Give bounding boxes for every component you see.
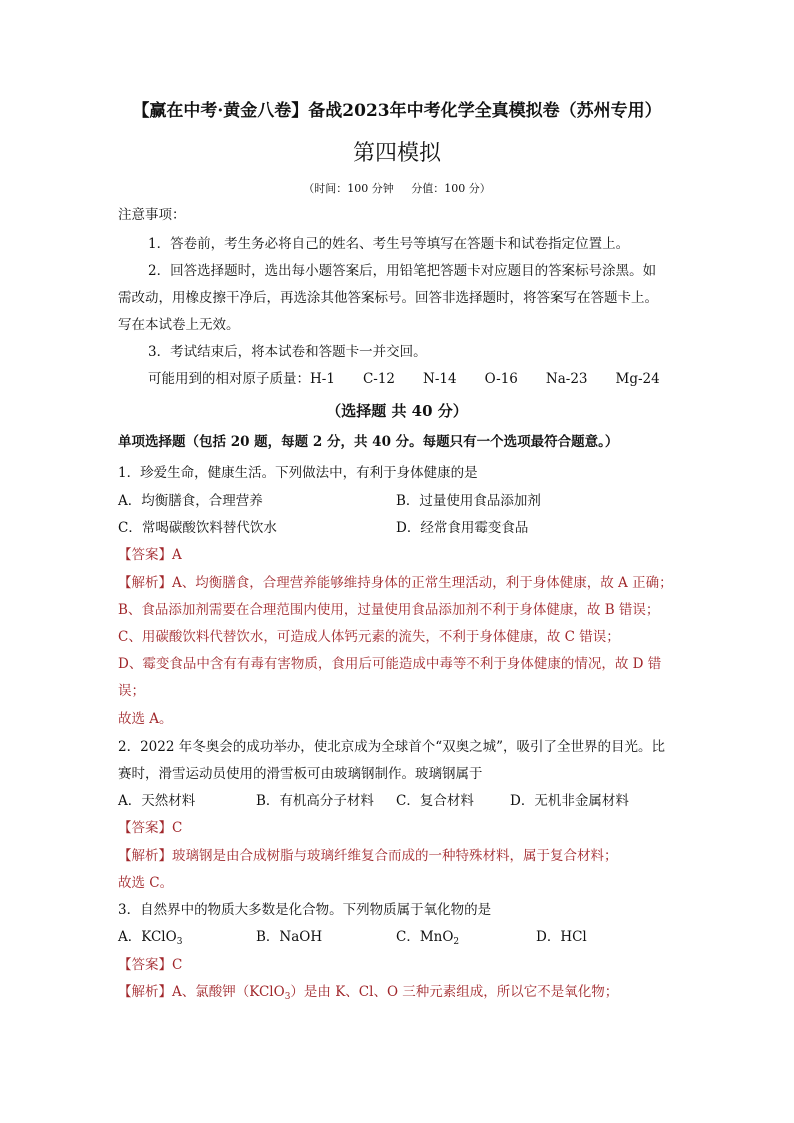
atomic-masses-label: 可能用到的相对原子质量： <box>148 371 310 387</box>
exam-subtitle: 第四模拟 <box>352 141 441 166</box>
q1-analysis-line-1: 【解析】A、均衡膳食，合理营养能够维持身体的正常生理活动，利于身体健康，故 A 正确； <box>118 575 673 591</box>
q3-analysis-text: 【解析】A、氯酸钾（KClO <box>118 984 285 1000</box>
q2-option-a: A．天然材料 <box>118 793 196 809</box>
q3-stem: 3．自然界中的物质大多数是化合物。下列物质属于氧化物的是 <box>118 902 492 918</box>
q2-answer: 【答案】C <box>118 820 183 836</box>
notice-heading: 注意事项： <box>118 207 186 223</box>
q3-option-a <box>118 928 182 951</box>
notice-item-2-line-3: 写在本试卷上无效。 <box>118 317 240 333</box>
section-heading: （选择题 共 40 分） <box>326 402 468 420</box>
notice-item-1: 1．答卷前，考生务必将自己的姓名、考生号等填写在答题卡和试卷指定位置上。 <box>148 236 630 252</box>
notice-item-2-line-2: 需改动，用橡皮擦干净后，再选涂其他答案标号。回答非选择题时，将答案写在答题卡上。 <box>118 290 658 306</box>
q1-option-b: B．过量使用食品添加剂 <box>396 493 541 509</box>
notice-item-2-line-1: 2．回答选择题时，选出每小题答案后，用铅笔把答题卡对应题目的答案标号涂黑。如 <box>148 263 657 279</box>
atomic-mass: O-16 <box>484 371 518 387</box>
q2-conclusion: 故选 C。 <box>118 875 174 891</box>
atomic-mass: N-14 <box>423 371 457 387</box>
q3-option-a-subscript: 3 <box>176 937 183 947</box>
notice-item-3: 3．考试结束后，将本试卷和答题卡一并交回。 <box>148 344 427 360</box>
q2-option-c: C．复合材料 <box>396 793 474 809</box>
q3-option-a-text: A．KClO <box>118 929 177 945</box>
exam-title: 【赢在中考·黄金八卷】备战2023年中考化学全真模拟卷（苏州专用） <box>132 101 662 121</box>
q2-stem-line-2: 赛时，滑雪运动员使用的滑雪板可由玻璃钢制作。玻璃钢属于 <box>118 766 483 782</box>
q3-option-c-subscript: 2 <box>453 937 460 947</box>
q3-analysis-text-end: ）是由 K、Cl、O 三种元素组成，所以它不是氧化物； <box>290 984 619 1000</box>
q1-analysis-line-3: C、用碳酸饮料代替饮水，可造成人体钙元素的流失，不利于身体健康，故 C 错误； <box>118 629 620 645</box>
q3-analysis <box>118 983 618 1006</box>
q1-option-c: C．常喝碳酸饮料替代饮水 <box>118 520 277 536</box>
q3-analysis-subscript: 3 <box>284 992 291 1002</box>
q2-option-b: B．有机高分子材料 <box>256 793 374 809</box>
q3-answer: 【答案】C <box>118 957 183 973</box>
atomic-mass: Mg-24 <box>615 371 660 387</box>
q3-option-b: B．NaOH <box>256 929 323 945</box>
q2-stem-line-1: 2．2022 年冬奥会的成功举办，使北京成为全球首个“双奥之城”，吸引了全世界的目光。比 <box>118 739 666 755</box>
atomic-masses <box>148 370 688 388</box>
q3-option-c-text: C．MnO <box>396 929 454 945</box>
q1-stem: 1．珍爱生命，健康生活。下列做法中，有利于身体健康的是 <box>118 465 478 481</box>
q1-analysis-line-2: B、食品添加剂需要在合理范围内使用，过量使用食品添加剂不利于身体健康，故 B 错误； <box>118 602 660 618</box>
q1-analysis-line-5: 误； <box>118 683 145 699</box>
q2-option-d: D．无机非金属材料 <box>510 793 629 809</box>
q1-option-d: D．经常食用霉变食品 <box>396 520 529 536</box>
time-info: （时间：100 分钟 分值：100 分） <box>303 182 491 195</box>
q3-option-d: D．HCl <box>536 929 587 945</box>
section-instruction: 单项选择题（包括 20 题，每题 2 分，共 40 分。每题只有一个选项最符合题意。） <box>118 434 619 450</box>
atomic-mass: Na-23 <box>545 371 588 387</box>
q2-analysis: 【解析】玻璃钢是由合成树脂与玻璃纤维复合而成的一种特殊材料，属于复合材料； <box>118 848 618 864</box>
atomic-mass: H-1 <box>310 371 335 387</box>
q1-analysis-line-4: D、霉变食品中含有有毒有害物质，食用后可能造成中毒等不利于身体健康的情况，故 D 错 <box>118 656 662 672</box>
q1-answer: 【答案】A <box>118 547 182 563</box>
q3-option-c <box>396 928 459 951</box>
q1-conclusion: 故选 A。 <box>118 711 173 727</box>
q1-option-a: A．均衡膳食，合理营养 <box>118 493 263 509</box>
atomic-mass: C-12 <box>362 371 396 387</box>
